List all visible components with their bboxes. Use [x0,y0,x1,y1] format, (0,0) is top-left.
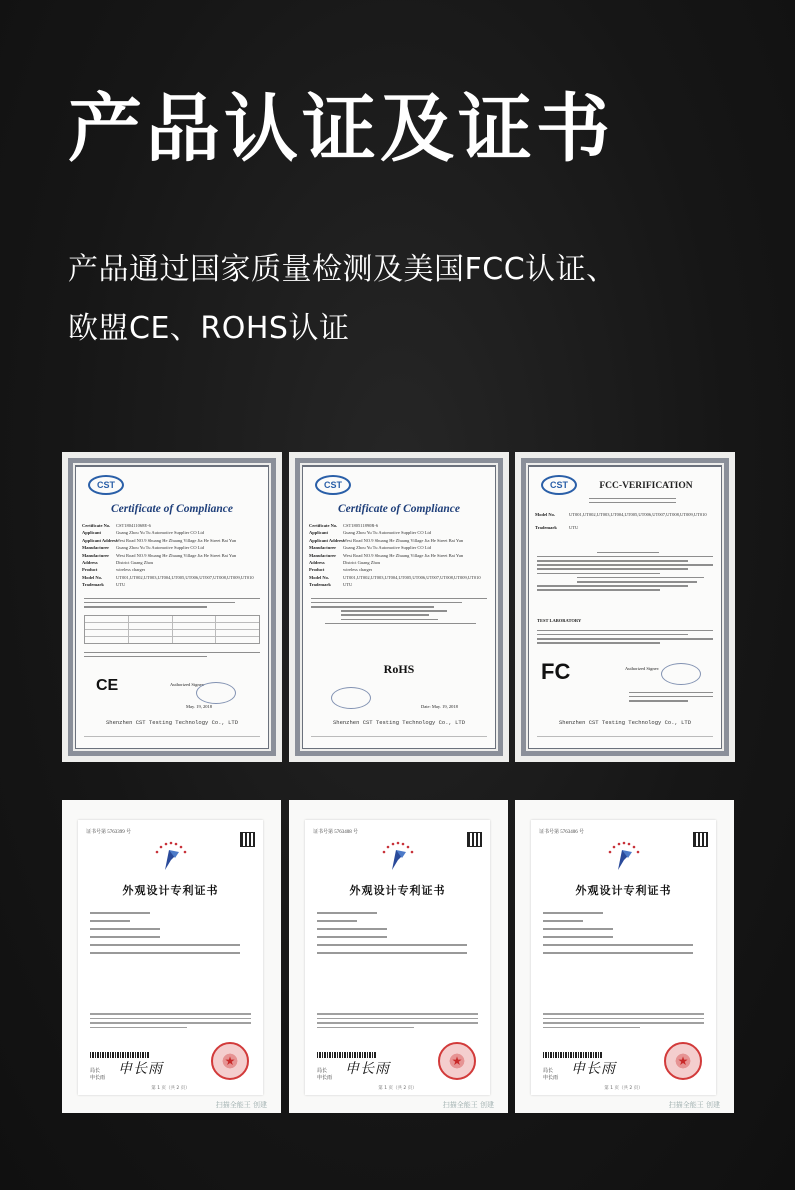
scanner-watermark: 扫描全能王 创建 [442,1101,494,1109]
certificate-number: 证书号第 5763408 号 [313,830,359,835]
test-lab-heading: TEST LABORATORY [537,618,582,623]
stamp [196,682,236,704]
patent-fields [90,908,253,960]
signer-label: 局长 申长雨 [317,1068,333,1081]
certificate-title: 外观设计专利证书 [575,884,672,897]
fcc-certificate [515,452,735,762]
certificate-heading: Certificate of Compliance [337,503,460,515]
qr-code [240,832,255,847]
rohs-mark: RoHS [383,662,415,676]
cst-logo: CST [88,475,124,495]
ce-certificate [62,452,282,762]
official-seal: ★ [664,1042,702,1080]
issue-date: Date: May. 19, 2018 [421,704,458,709]
certificate-heading: Certificate of Compliance [110,503,233,515]
signer-label: Authorized Signer: [170,682,205,687]
certificate-fields: Model No. UT001,UT002,UT003,UT004,UT005,UT006,UT007,UT008,UT009,UT010 Trademark UTU [535,512,707,531]
official-seal: ★ [211,1042,249,1080]
certificate-heading: FCC-VERIFICATION [599,481,693,491]
signature: 申长雨 [345,1061,390,1077]
cst-logo: CST [315,475,351,495]
lab-footer: Shenzhen CST Testing Technology Co., LTD [332,719,466,726]
stamp [331,687,371,709]
page-number: 第 1 页（共 2 页） [151,1086,190,1091]
fcc-mark: FC [541,659,571,684]
patent-certificate-3 [515,800,734,1113]
patent-office-emblem [606,840,642,872]
patent-certificate-2 [289,800,508,1113]
certificate-title: 外观设计专利证书 [349,884,446,897]
lab-footer: Shenzhen CST Testing Technology Co., LTD [105,719,239,726]
qr-code [693,832,708,847]
page-number: 第 1 页（共 2 页） [604,1086,643,1091]
page-title: 产品认证及证书 [68,86,614,172]
certificate-fields: Certificate No. CST180511890R-6 Applicant Guang Zhou Yu Tu Automotive Supplier CO Ltd Applicant Address West Road NO.9 Shuang He Zhuang Village Jia He Street Bai Yun Manufacturer Guang Zhou Yu Tu Automotive Supplier CO Ltd Manufacturer West Road NO.9 Shuang He Zhuang Village Jia He Street Bai Yun Address District Guang Zhou Product wireless charger Model No. UT001,UT002,UT003,UT004,UT005,UT006,UT007,UT008,UT009,UT010 Trademark UTU [309,523,481,588]
signature: 申长雨 [118,1061,163,1077]
subtitle-line-1: 产品通过国家质量检测及美国FCC认证、 [68,252,617,287]
signer-label: 局长 申长雨 [543,1068,559,1081]
rohs-certificate [289,452,509,762]
issue-date: May. 19, 2018 [186,704,212,709]
patent-certificate-1 [62,800,281,1113]
stamp [661,663,701,685]
ce-mark: CE [96,677,119,694]
official-seal: ★ [438,1042,476,1080]
certificate-number: 证书号第 5763406 号 [539,830,585,835]
cst-logo: CST [541,475,577,495]
patent-office-emblem [380,840,416,872]
signer-label: 局长 申长雨 [90,1068,106,1081]
patent-office-emblem [153,840,189,872]
signer-label: Authorized Signer: [625,666,660,671]
certificate-title: 外观设计专利证书 [122,884,219,897]
subtitle-line-2: 欧盟CE、ROHS认证 [68,311,350,346]
page-number: 第 1 页（共 2 页） [378,1086,417,1091]
lab-footer: Shenzhen CST Testing Technology Co., LTD [558,719,692,726]
patent-fields [317,908,480,960]
signature: 申长雨 [571,1061,616,1077]
scanner-watermark: 扫描全能王 创建 [668,1101,720,1109]
certificate-number: 证书号第 5763399 号 [86,830,132,835]
scanner-watermark: 扫描全能王 创建 [215,1101,267,1109]
certificate-fields: Certificate No. CST180411068E-6 Applicant Guang Zhou Yu Tu Automotive Supplier CO Ltd Applicant Address West Road NO.9 Shuang He Zhuang Village Jia He Street Bai Yun Manufacturer Guang Zhou Yu Tu Automotive Supplier CO Ltd Manufacturer West Road NO.9 Shuang He Zhuang Village Jia He Street Bai Yun Address District Guang Zhou Product wireless charger Model No. UT001,UT002,UT003,UT004,UT005,UT006,UT007,UT008,UT009,UT010 Trademark UTU [82,523,254,588]
patent-fields [543,908,706,960]
qr-code [467,832,482,847]
